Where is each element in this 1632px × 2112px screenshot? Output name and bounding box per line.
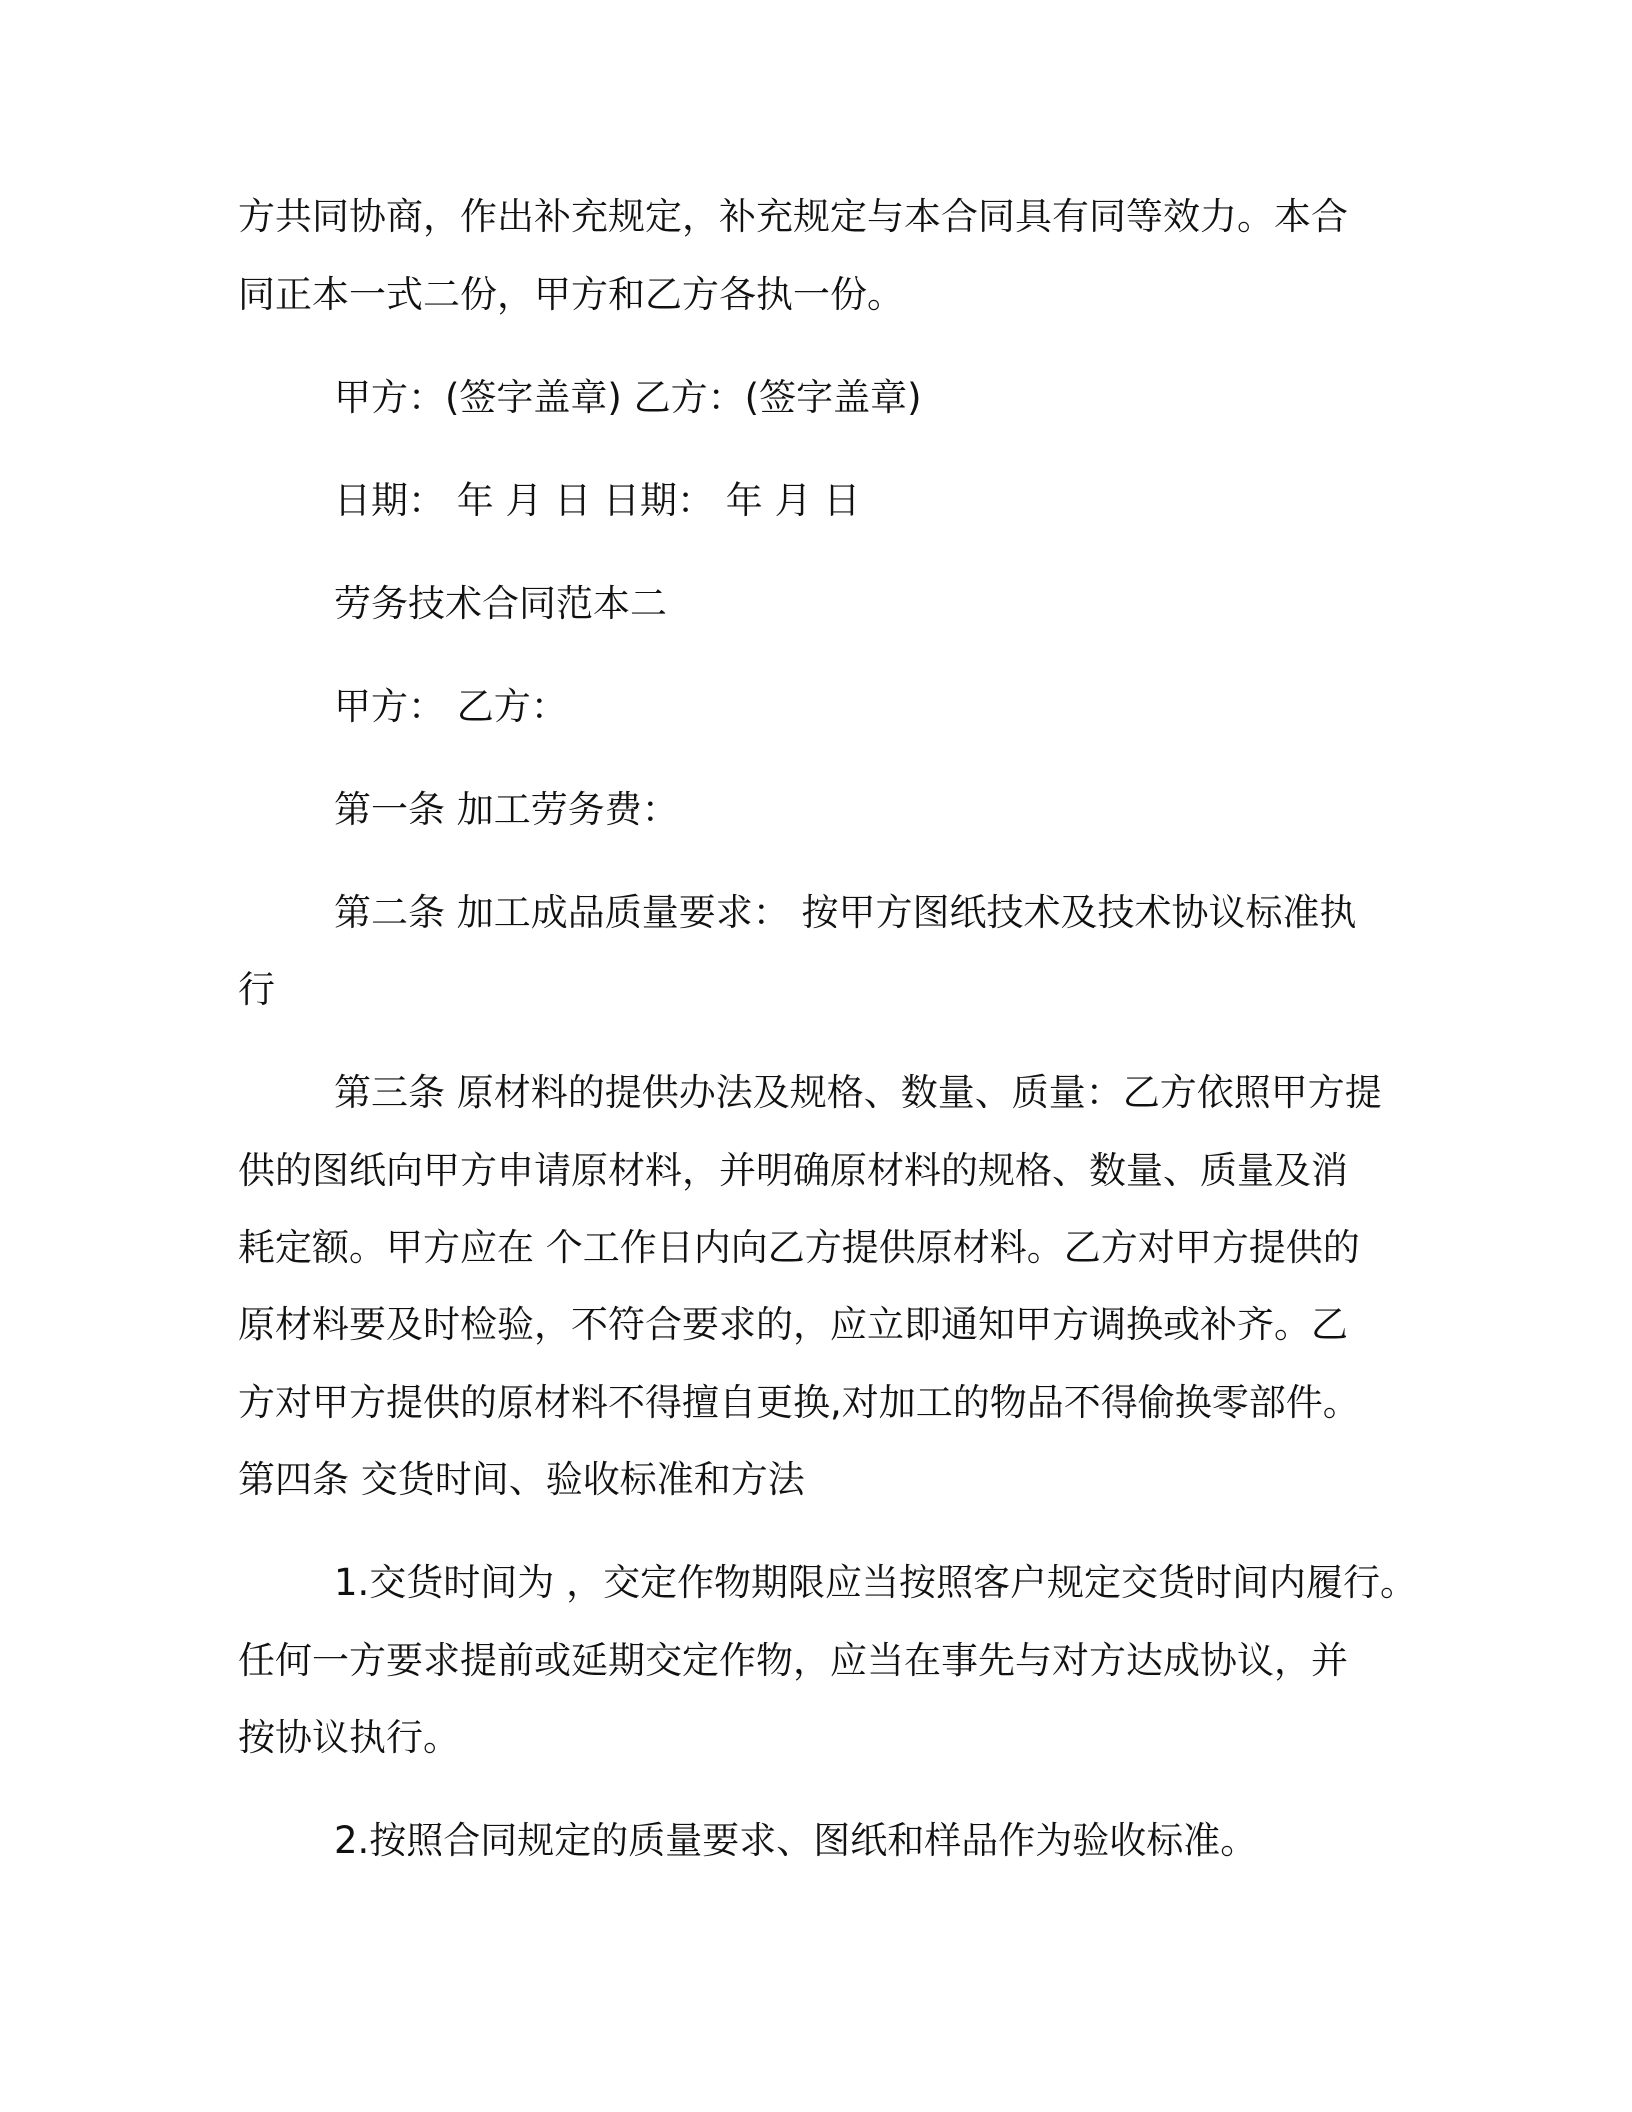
text-line: 2.按照合同规定的质量要求、图纸和样品作为验收标准。	[334, 1819, 1258, 1862]
text-line: 原材料要及时检验，不符合要求的，应立即通知甲方调换或补齐。乙	[238, 1303, 1348, 1346]
text-line: 第二条 加工成品质量要求： 按甲方图纸技术及技术协议标准执	[334, 891, 1357, 934]
text-line: 第三条 原材料的提供办法及规格、数量、质量：乙方依照甲方提	[334, 1071, 1382, 1114]
text-line: 方共同协商，作出补充规定，补充规定与本合同具有同等效力。本合	[238, 195, 1348, 238]
text-line: 同正本一式二份，甲方和乙方各执一份。	[238, 273, 904, 316]
text-line: 第一条 加工劳务费：	[334, 788, 679, 831]
text-line: 劳务技术合同范本二	[334, 582, 667, 625]
text-line: 任何一方要求提前或延期交定作物，应当在事先与对方达成协议，并	[238, 1639, 1348, 1682]
text-line: 按协议执行。	[238, 1716, 460, 1759]
text-line: 甲方： 乙方：	[334, 685, 568, 728]
text-line: 行	[238, 968, 275, 1011]
text-line: 方对甲方提供的原材料不得擅自更换,对加工的物品不得偷换零部件。	[238, 1381, 1360, 1424]
text-line: 日期： 年 月 日 日期： 年 月 日	[334, 479, 861, 522]
text-line: 耗定额。甲方应在 个工作日内向乙方提供原材料。乙方对甲方提供的	[238, 1226, 1360, 1269]
text-line: 第四条 交货时间、验收标准和方法	[238, 1458, 805, 1501]
text-line: 甲方：(签字盖章) 乙方：(签字盖章)	[334, 376, 922, 419]
text-line: 1.交货时间为 ，交定作物期限应当按照客户规定交货时间内履行。	[334, 1561, 1418, 1604]
text-line: 供的图纸向甲方申请原材料，并明确原材料的规格、数量、质量及消	[238, 1149, 1348, 1192]
